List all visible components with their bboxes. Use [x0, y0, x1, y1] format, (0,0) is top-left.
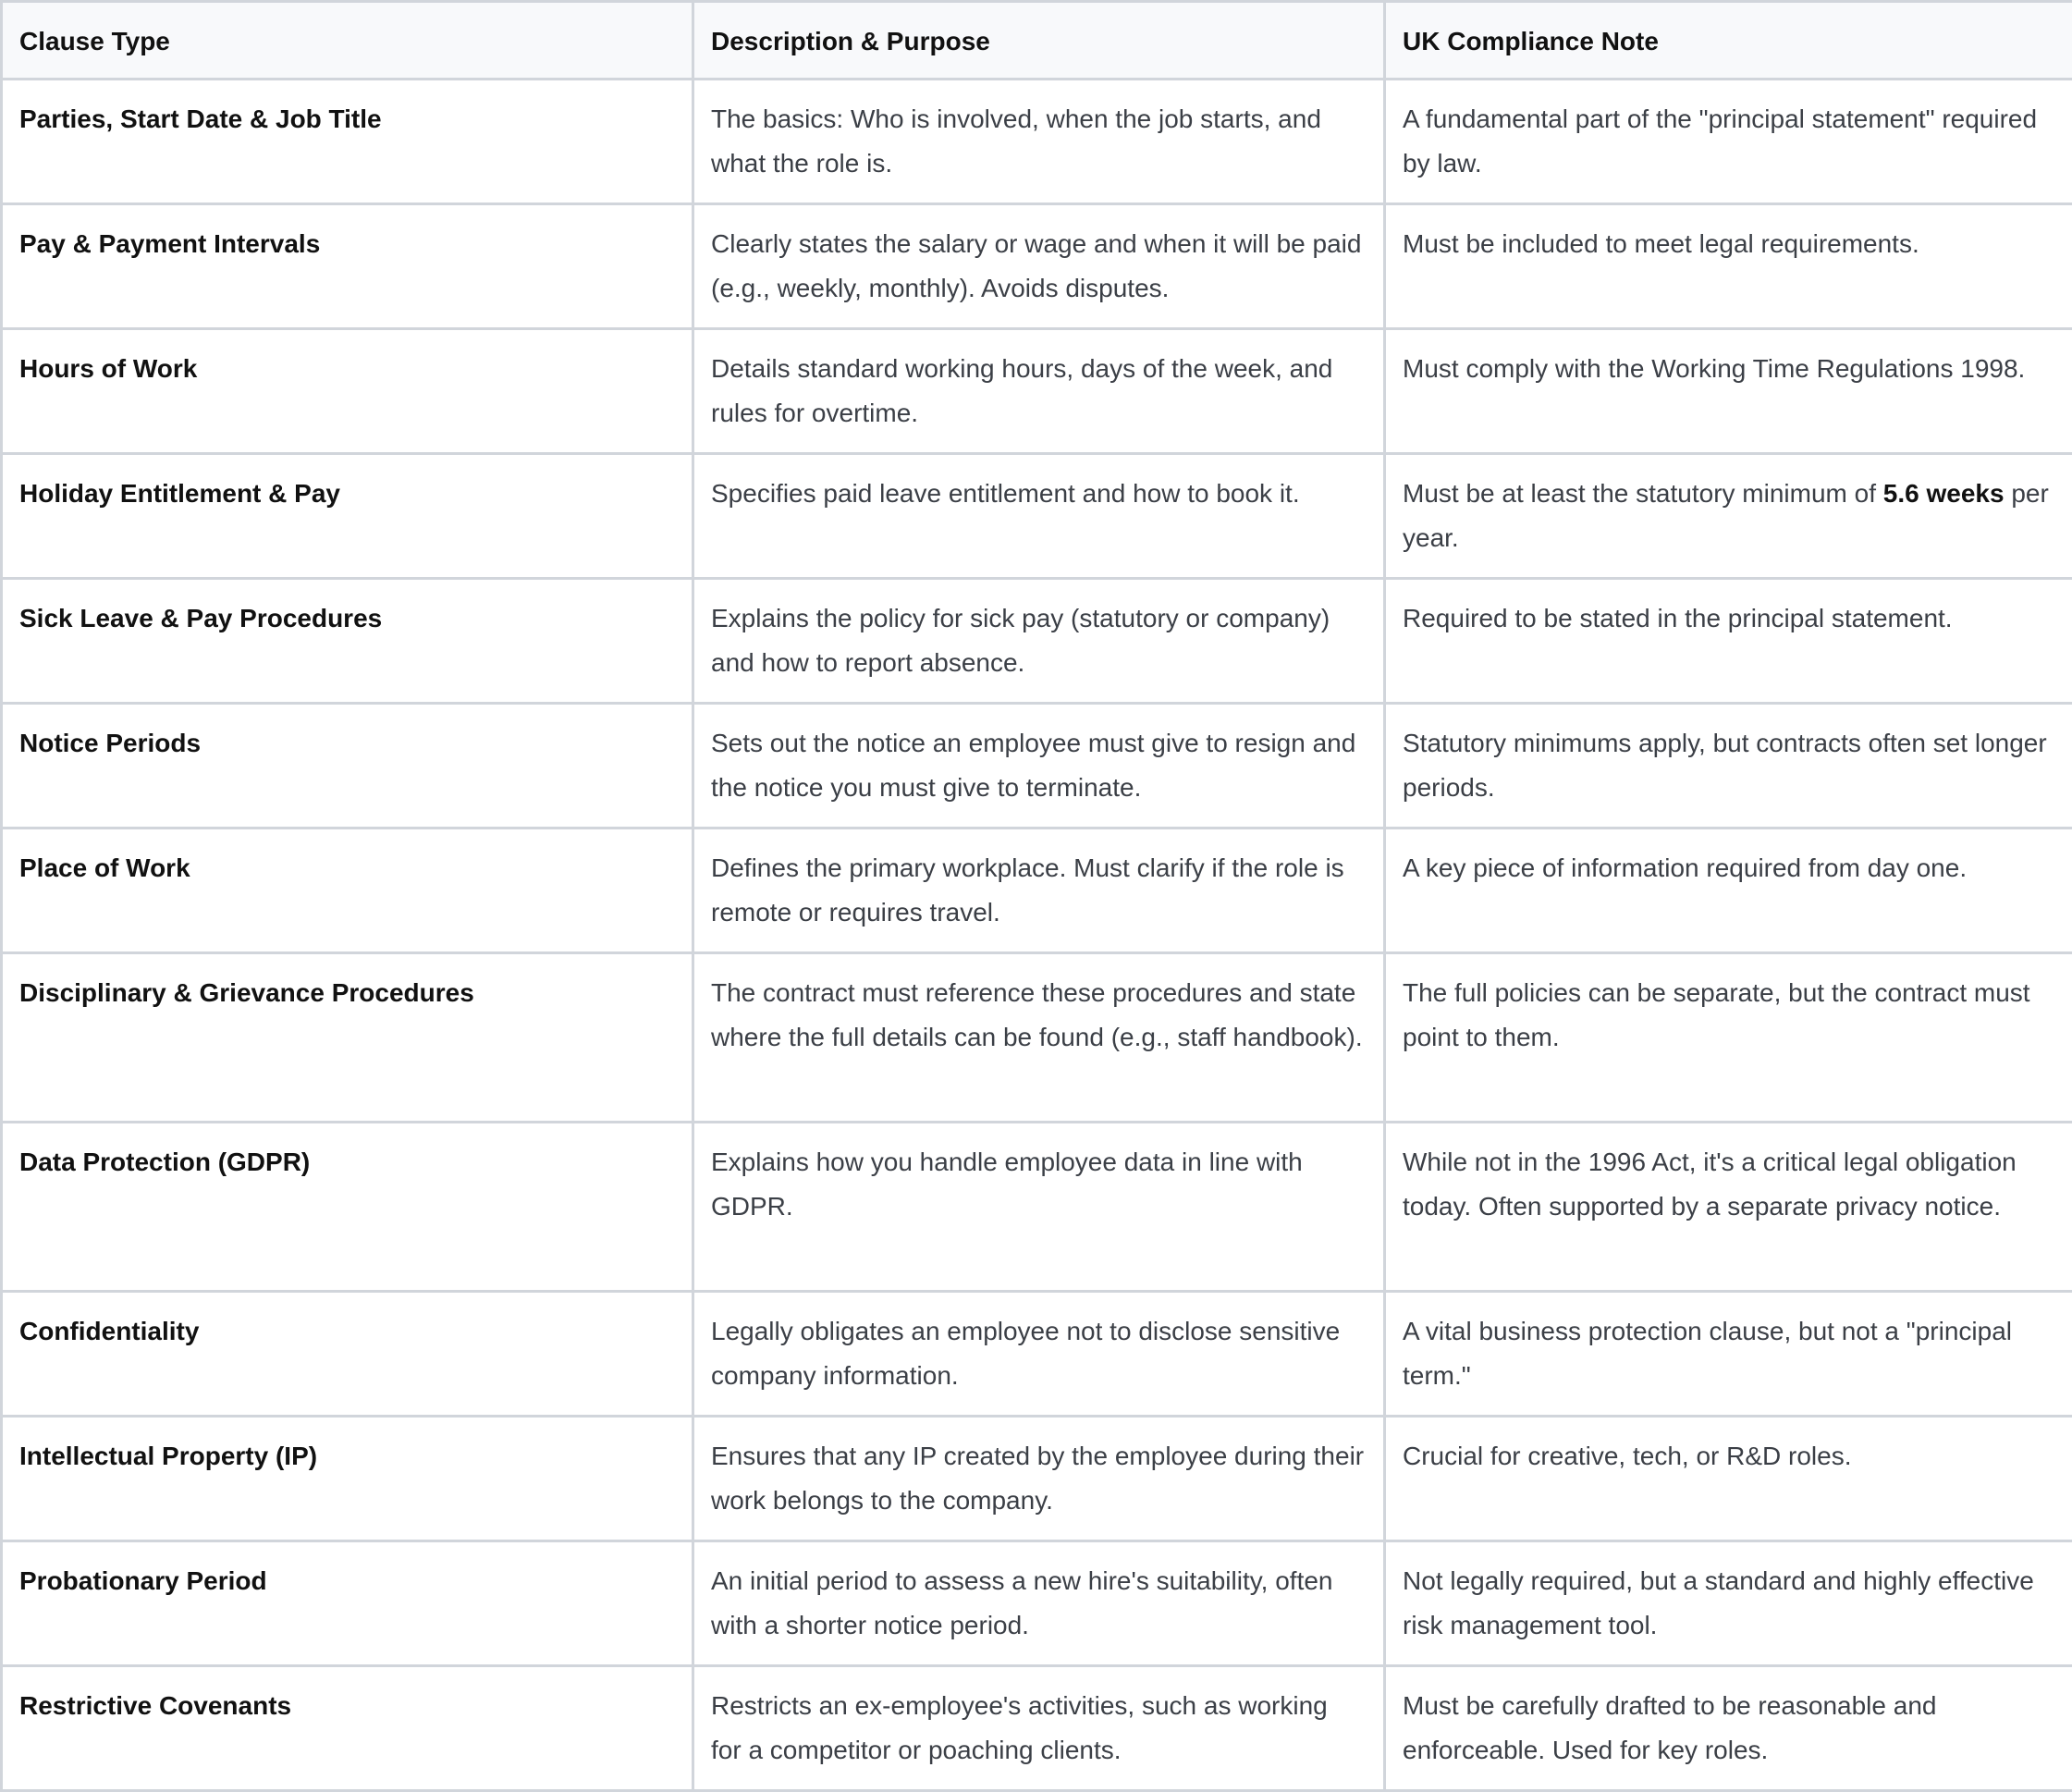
compliance-note-cell: A vital business protection clause, but not a "principal term.": [1385, 1292, 2072, 1417]
table-row: [2, 704, 2072, 828]
description-cell: Clearly states the salary or wage and when it will be paid (e.g., weekly, monthly). Avoids disputes.: [693, 204, 1385, 329]
clause-type-cell: Notice Periods: [2, 704, 693, 828]
compliance-note-cell: Must be carefully drafted to be reasonable and enforceable. Used for key roles.: [1385, 1666, 2072, 1791]
description-cell: The contract must reference these procedures and state where the full details can be found (e.g., staff handbook).: [693, 953, 1385, 1123]
clause-type-cell: Probationary Period: [2, 1541, 693, 1666]
compliance-note-cell: Crucial for creative, tech, or R&D roles.: [1385, 1417, 2072, 1541]
table-row: [2, 454, 2072, 579]
clause-type-cell: Intellectual Property (IP): [2, 1417, 693, 1541]
description-cell: Ensures that any IP created by the employee during their work belongs to the company.: [693, 1417, 1385, 1541]
compliance-note-cell: A key piece of information required from day one.: [1385, 828, 2072, 953]
table-row: [2, 1292, 2072, 1417]
clause-type-cell: Pay & Payment Intervals: [2, 204, 693, 329]
table-header-row: [2, 2, 2072, 80]
description-cell: Explains how you handle employee data in line with GDPR.: [693, 1123, 1385, 1292]
description-cell: Sets out the notice an employee must give to resign and the notice you must give to terminate.: [693, 704, 1385, 828]
compliance-note-cell: The full policies can be separate, but the contract must point to them.: [1385, 953, 2072, 1123]
table-row: [2, 579, 2072, 704]
table-row: [2, 953, 2072, 1123]
clause-type-cell: Holiday Entitlement & Pay: [2, 454, 693, 579]
clause-type-cell: Disciplinary & Grievance Procedures: [2, 953, 693, 1123]
description-cell: Details standard working hours, days of the week, and rules for overtime.: [693, 329, 1385, 454]
compliance-note-cell: Must be included to meet legal requirements.: [1385, 204, 2072, 329]
table-row: [2, 80, 2072, 204]
description-cell: An initial period to assess a new hire's suitability, often with a shorter notice period.: [693, 1541, 1385, 1666]
clause-type-cell: Data Protection (GDPR): [2, 1123, 693, 1292]
table-row: [2, 1541, 2072, 1666]
column-header-description: Description & Purpose: [693, 2, 1385, 80]
table-row: [2, 1666, 2072, 1791]
table-row: [2, 204, 2072, 329]
compliance-note-cell: Statutory minimums apply, but contracts often set longer periods.: [1385, 704, 2072, 828]
note-emphasis: 5.6 weeks: [1883, 479, 2005, 508]
note-text: Must be at least the statutory minimum of: [1403, 479, 1883, 508]
description-cell: Restricts an ex-employee's activities, such as working for a competitor or poaching clients.: [693, 1666, 1385, 1791]
compliance-note-cell: While not in the 1996 Act, it's a critical legal obligation today. Often supported by a separate privacy notice.: [1385, 1123, 2072, 1292]
column-header-clause-type: Clause Type: [2, 2, 693, 80]
clause-type-cell: Place of Work: [2, 828, 693, 953]
clause-type-cell: Confidentiality: [2, 1292, 693, 1417]
table-row: [2, 1417, 2072, 1541]
description-cell: Legally obligates an employee not to disclose sensitive company information.: [693, 1292, 1385, 1417]
table-row: [2, 329, 2072, 454]
description-cell: The basics: Who is involved, when the job starts, and what the role is.: [693, 80, 1385, 204]
compliance-note-cell: Required to be stated in the principal statement.: [1385, 579, 2072, 704]
column-header-compliance-note: UK Compliance Note: [1385, 2, 2072, 80]
table-row: [2, 828, 2072, 953]
description-cell: Explains the policy for sick pay (statutory or company) and how to report absence.: [693, 579, 1385, 704]
description-cell: Specifies paid leave entitlement and how to book it.: [693, 454, 1385, 579]
table-row: [2, 1123, 2072, 1292]
clause-type-cell: Restrictive Covenants: [2, 1666, 693, 1791]
clause-type-cell: Parties, Start Date & Job Title: [2, 80, 693, 204]
clause-type-cell: Hours of Work: [2, 329, 693, 454]
clause-type-cell: Sick Leave & Pay Procedures: [2, 579, 693, 704]
compliance-note-cell: Must comply with the Working Time Regulations 1998.: [1385, 329, 2072, 454]
compliance-note-cell: [1385, 454, 2072, 579]
description-cell: Defines the primary workplace. Must clarify if the role is remote or requires travel.: [693, 828, 1385, 953]
note-text: per year.: [1403, 479, 2049, 552]
compliance-note-cell: Not legally required, but a standard and highly effective risk management tool.: [1385, 1541, 2072, 1666]
compliance-note-cell: A fundamental part of the "principal statement" required by law.: [1385, 80, 2072, 204]
